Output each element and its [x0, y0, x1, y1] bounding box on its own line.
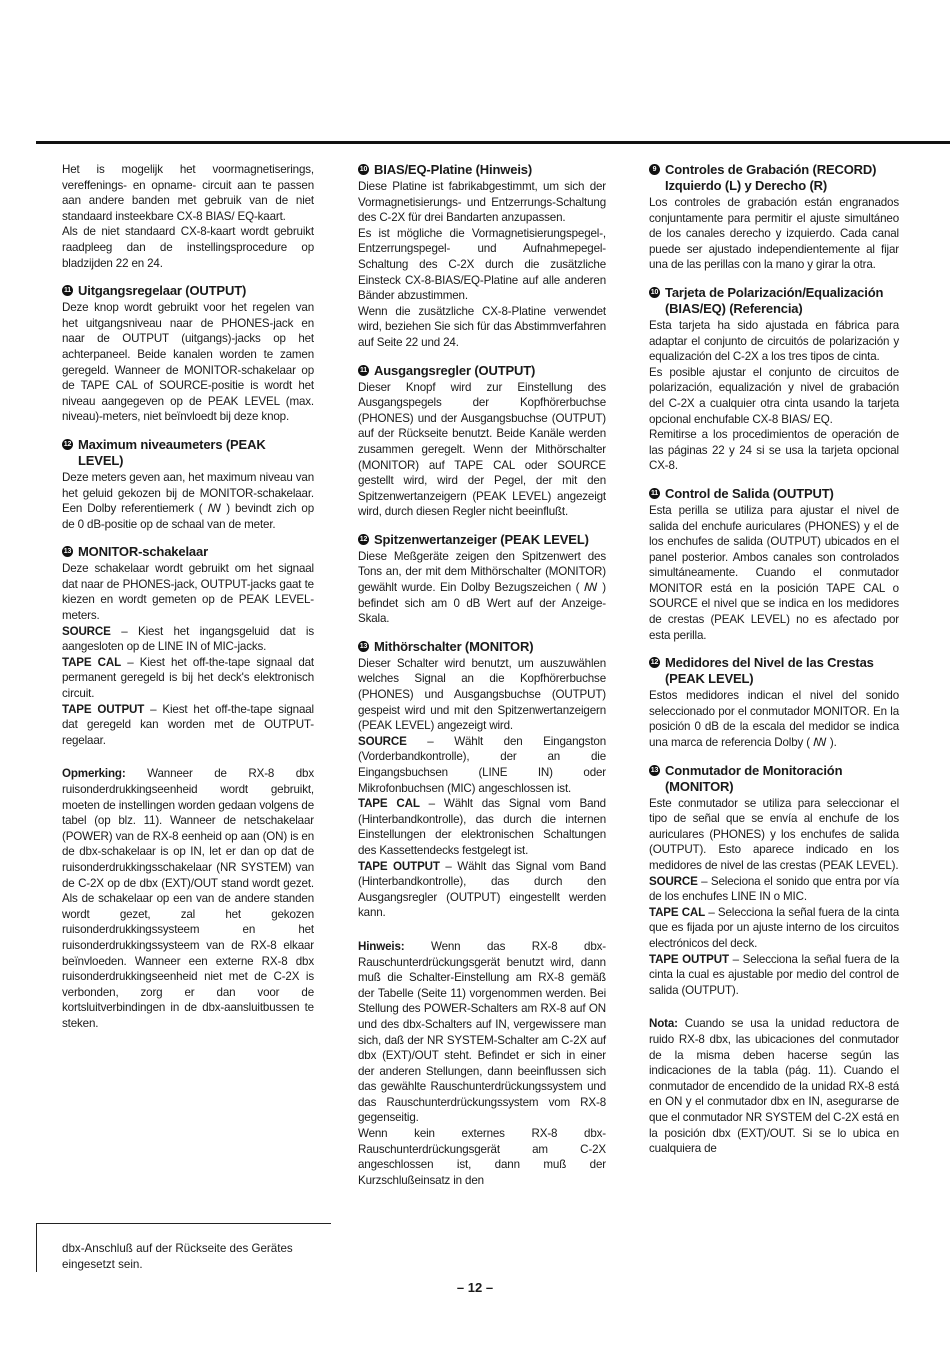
item-text: – Wählt das Signal vom Band (Hinterbandkontrolle), das durch den Ausgangsregler (OUTPUT) eingestellt werden kann.	[358, 859, 606, 920]
page-number: – 12 –	[456, 1280, 494, 1295]
section-heading	[358, 162, 606, 178]
item-text: – Selecciona la señal fuera de la cinta la cual es ajustable por medio del control de salida (OUTPUT).	[649, 952, 899, 997]
number-badge: 12	[650, 659, 659, 667]
paragraph: Este conmutador se utiliza para seleccionar el tipo de señal que se envía al enchufe de los auriculares (PHONES) y los enchufes de salida (OUTPUT). Esto aparece indicado en los medidores de nivel de las crestas (PEAK LEVEL).	[649, 796, 899, 872]
section-monitor-de	[358, 639, 606, 921]
list-item	[649, 952, 899, 999]
paragraph: Es posible ajustar el conjunto de circuitos de polarización, equalización y nivel de grabación del C-2X a cualquier otra cinta usando la tarjeta opcional enchufable CX-8 BIAS/ EQ.	[649, 365, 899, 426]
heading-text: Uitgangsregelaar (OUTPUT)	[78, 283, 247, 299]
section-heading	[649, 763, 899, 795]
section-bias-eq-de	[358, 162, 606, 351]
item-term: TAPE CAL	[649, 905, 706, 919]
paragraph: Esta tarjeta ha sido ajustada en fábrica para adaptar el conjunto de circuitós de polarización y equalización del C-2X a los tres tipos de cinta.	[649, 318, 899, 364]
item-term: SOURCE	[358, 734, 407, 748]
number-badge: 10	[359, 166, 368, 173]
item-text: – Kiest het off-the-tape signaal dat geregeld kan worden met de OUTPUT-regelaar.	[62, 702, 314, 747]
item-term: SOURCE	[62, 624, 111, 638]
item-text: – Selecciona la señal fuera de la cinta que es fijada por un ajuste interno de los circuitos electrónicos del deck.	[649, 905, 899, 950]
section-output-de	[358, 363, 606, 520]
heading-text: BIAS/EQ-Platine (Hinweis)	[374, 162, 533, 177]
paragraph: Es ist mögliche die Vormagnetisierungspegel-, Entzerrungspegel- und Aufnahmepegel-Schaltung des C-2X durch die zusätzliche Einsteck CX-8-BIAS/EQ-Platine auf alle anderen Bänder abzustimmen.	[358, 226, 606, 303]
section-monitor-nl	[62, 544, 314, 748]
heading-text: Medidores del Nivel de las Crestas (PEAK LEVEL)	[665, 655, 874, 687]
footnote: dbx-Anschluß auf der Rückseite des Gerätes eingesetzt sein.	[62, 1242, 293, 1271]
list-item	[62, 702, 314, 749]
section-heading	[62, 437, 314, 469]
section-heading	[358, 639, 606, 655]
section-heading	[62, 283, 314, 299]
number-badge: 12	[359, 535, 368, 543]
heading-text: Mithörschalter (MONITOR)	[374, 638, 534, 654]
paragraph: Deze schakelaar wordt gebruikt om het signaal dat naar de PHONES-jack, OUTPUT-jacks gaat te kiezen en wordt gemeten op de PEAK LEVEL-meters.	[62, 562, 314, 623]
column-german	[358, 162, 606, 1188]
section-bias-eq-es	[649, 285, 899, 474]
heading-text: Tarjeta de Polarización/Equalización (BIAS/EQ) (Referencia)	[665, 284, 884, 316]
section-peak-level-nl	[62, 437, 314, 532]
section-heading	[358, 532, 606, 548]
number-badge: 11	[63, 287, 72, 295]
paragraph: Remitirse a los procedimientos de operación de las páginas 22 y 24 si se usa la tarjeta opcional CX-8.	[649, 428, 899, 473]
paragraph: Deze meters geven aan, het maximum niveau van het geluid gekozen bij de MONITOR-schakelaar. Een Dolby referentiemerk ( ꟿ ) bevindt zich op de 0 dB-positie op de schaal van de meter.	[62, 470, 314, 531]
heading-text: Controles de Grabación (RECORD) Izquierdo (L) y Derecho (R)	[665, 162, 877, 193]
column-dutch	[62, 162, 314, 1032]
list-item	[358, 796, 606, 858]
heading-text: Spitzenwertanzeiger (PEAK LEVEL)	[374, 531, 589, 547]
section-heading	[649, 162, 899, 194]
top-rule	[36, 141, 950, 144]
note-label: Opmerking:	[62, 767, 126, 781]
section-record-es	[649, 162, 899, 273]
paragraph: Diese Meßgeräte zeigen den Spitzenwert des Tons an, der mit dem Mithörschalter (MONITOR) gewählt wurde. Ein Dolby Bezugszeichen ( ꟿ ) befindet sich am 0 dB Wert auf der Anzeige-Skala.	[358, 549, 606, 626]
item-term: TAPE OUTPUT	[62, 702, 145, 716]
note-text: Wenn das RX-8 dbx-Rauschunterdrückungsgerät benutzt wird, dann muß die Schalter-Einstellung am RX-8 gemäß der Tabelle (Seite 11) vorgenommen werden. Bei Stellung des POWER-Schalters am RX-8 auf ON und des dbx-Schalters auf IN, vergewissere man sich, daß der NR SYSTEM-Schalter am C-2X auf dbx (EXT)/OUT steht. Befindet er sich in einer der anderen Stellungen, dann beeinflussen sich das gewählte Rauschunterdrückungssystem und das Rauschunterdrückungssystem vom RX-8 gegenseitig.	[358, 939, 606, 1125]
number-badge: 12	[63, 440, 72, 448]
list-item	[62, 655, 314, 702]
section-peak-level-de	[358, 532, 606, 627]
paragraph: Esta perilla se utiliza para ajustar el nivel de salida del enchufe auriculares (PHONES) y el de los enchufes de salida (OUTPUT) ubicados en el panel posterior. Ambos canales son controlados simultáneamente. Cuando el conmutador MONITOR está en la posición TAPE CAL o SOURCE el nivel que se indica en los medidores de crestas (PEAK LEVEL) no es afectado por esta perilla.	[649, 503, 899, 642]
note-label: Nota:	[649, 1017, 678, 1031]
note-text: Wanneer de RX-8 dbx ruisonderdrukkingseenheid wordt gebruikt, moeten de instellingen worden gedaan volgens de tabel (op blz. 11). Wanneer de netschakelaar (POWER) van de RX-8 eenheid op aan (ON) is en de dbx-schakelaar is op IN, let er dan op dat de ruisonderdrukkingsschakelaar (NR SYSTEM) van de C-2X op de dbx (EXT)/OUT stand wordt gezet. Als de schakelaar op een van de andere standen wordt gezet, zal het gekozen ruisonderdrukkingssysteem en het ruisonderdrukkingssysteem van de RX-8 elkaar beïnvloeden. Wanneer een externe RX-8 dbx ruisonderdrukkingseenheid niet met de C-2X is verbonden, zorg er dan voor de kortsluitverbindingen in de dbx-aansluitbussen te steken.	[62, 767, 314, 1030]
paragraph: Dieser Schalter wird benutzt, um auszuwählen welches Signal an die Kopfhörerbuchse (PHONES) und Ausgangsbuchse (OUTPUT) gespeist wird und mit den Spitzenwertanzeigern (PEAK LEVEL) angezeigt wird.	[358, 656, 606, 733]
list-item	[649, 905, 899, 952]
number-badge: 13	[63, 548, 72, 556]
list-item	[358, 734, 606, 796]
paragraph: Estos medidores indican el nivel del sonido seleccionado por el conmutador MONITOR. En la posición 0 dB de la escala del medidor se indica una marca de referencia Dolby ( ꟿ ).	[649, 689, 899, 750]
item-term: TAPE OUTPUT	[649, 952, 729, 966]
paragraph: Dieser Knopf wird zur Einstellung des Ausgangspegels der Kopfhörerbuchse (PHONES) und der Ausgangsbuchse (OUTPUT) auf der Rückseite benutzt. Beide Kanäle werden zusammen geregelt. Wenn der Mithörschalter (MONITOR) auf TAPE CAL oder SOURCE gestellt wird, wird der Pegel, der mit den Spitzenwertanzeigern (PEAK LEVEL) angezeigt wird, durch diesen Regler nicht beeinflußt.	[358, 380, 606, 519]
number-badge: 9	[649, 164, 660, 175]
paragraph: Het is mogelijk het voormagnetiserings, vereffenings- en opname- circuit aan te passen aan andere banden met gebruik van de niet standaard insteekbare CX-8 BIAS/ EQ-kaart.	[62, 163, 314, 223]
note-text: Cuando se usa la unidad reductora de ruido RX-8 dbx, las ubicaciones del conmutador de la misma deben hacerse según las indicaciones de la tabla (pág. 11). Cuando el conmutador de encendido de la unidad RX-8 está en ON y el conmutador dbx en IN, asegurarse de que el conmutador NR SYSTEM del C-2X está en la posición dbx (EXT)/OUT. Si se lo ubica en cualquiera de	[649, 1017, 899, 1156]
section-heading	[649, 486, 899, 502]
item-text: – Kiest het ingangsgeluid dat is aangesloten op de LINE IN of MIC-jacks.	[62, 624, 314, 654]
section-heading	[358, 363, 606, 379]
list-item	[358, 859, 606, 921]
note-label: Hinweis:	[358, 939, 405, 953]
list-item	[62, 624, 314, 655]
paragraph: Diese Platine ist fabrikabgestimmt, um sich der Vormagnetisierungs- und Entzerrungs-Schaltung des C-2X für drei Bandarten anzupassen.	[358, 180, 606, 225]
heading-text: Maximum niveaumeters (PEAK LEVEL)	[78, 436, 266, 468]
paragraph: Wenn kein externes RX-8 dbx-Rauschunterdrückungsgerät am C-2X angeschlossen ist, dann muß der Kurzschlußeinsatz in den	[358, 1127, 606, 1187]
section-heading	[649, 655, 899, 687]
note-de	[358, 939, 606, 1189]
item-term: SOURCE	[649, 874, 698, 888]
item-term: TAPE CAL	[358, 797, 420, 811]
item-text: – Wählt den Eingangston (Vorderbandkontrolle), der an die Eingangsbuchsen (LINE IN) oder Mikrofonbuchsen (MIC) angeschlossen ist.	[358, 734, 606, 795]
heading-text: MONITOR-schakelaar	[78, 544, 208, 560]
number-badge: 10	[650, 288, 659, 296]
note-es	[649, 1016, 899, 1156]
item-term: TAPE OUTPUT	[358, 859, 440, 873]
section-output-es	[649, 486, 899, 643]
paragraph: Wenn die zusätzliche CX-8-Platine verwendet wird, beziehen Sie sich für das Abstimmverfahren auf Seite 22 und 24.	[358, 304, 606, 349]
item-term: TAPE CAL	[62, 655, 122, 669]
section-output-nl	[62, 283, 314, 425]
column-spanish	[649, 162, 899, 1157]
section-heading	[62, 544, 314, 560]
item-text: – Wählt das Signal vom Band (Hinterbandkontrolle), das durch die internen Einstellungen der elektronischen Schaltungen des Kassettendecks festgelegt ist.	[358, 797, 606, 857]
paragraph: Deze knop wordt gebruikt voor het regelen van het uitgangsniveau naar de PHONES-jack en naar de OUTPUT (uitgangs)-jacks op het achterpaneel. Beide kanalen worden te zamen geregeld. Wanneer de MONITOR-schakelaar op de TAPE CAL of SOURCE-positie is wordt het niveau aangegeven op de PEAK LEVEL (max. niveau)-meters, niet beïnvloedt bij deze knop.	[62, 301, 314, 424]
section-monitor-es	[649, 763, 899, 999]
heading-text: Ausgangsregler (OUTPUT)	[374, 362, 536, 378]
number-badge: 13	[650, 766, 659, 774]
paragraph: Als de niet standaard CX-8-kaart wordt gebruikt raadpleeg dan de instellingsprocedure op bladzijden 22 en 24.	[62, 225, 314, 270]
item-text: – Kiest het off-the-tape signaal dat permanent geregeld is bij het deck's elektronisch circuit.	[62, 655, 314, 701]
paragraph: Los controles de grabación están engranados conjuntamente para permitir el ajuste simultáneo de los canales derecho y izquierdo. Cada canal puede ser ajustado independientemente al fijar una de las perillas con la mano y girar la otra.	[649, 196, 899, 272]
list-item	[649, 874, 899, 905]
note-nl	[62, 766, 314, 1031]
section-peak-level-es	[649, 655, 899, 750]
number-badge: 13	[359, 642, 368, 650]
item-text: – Seleciona el sonido que entra por vía de los enchufes LINE IN o MIC.	[649, 874, 899, 904]
heading-text: Control de Salida (OUTPUT)	[665, 485, 834, 501]
heading-text: Conmutador de Monitoración (MONITOR)	[665, 762, 843, 794]
number-badge: 11	[359, 366, 368, 374]
number-badge: 11	[650, 489, 659, 497]
section-heading	[649, 285, 899, 317]
